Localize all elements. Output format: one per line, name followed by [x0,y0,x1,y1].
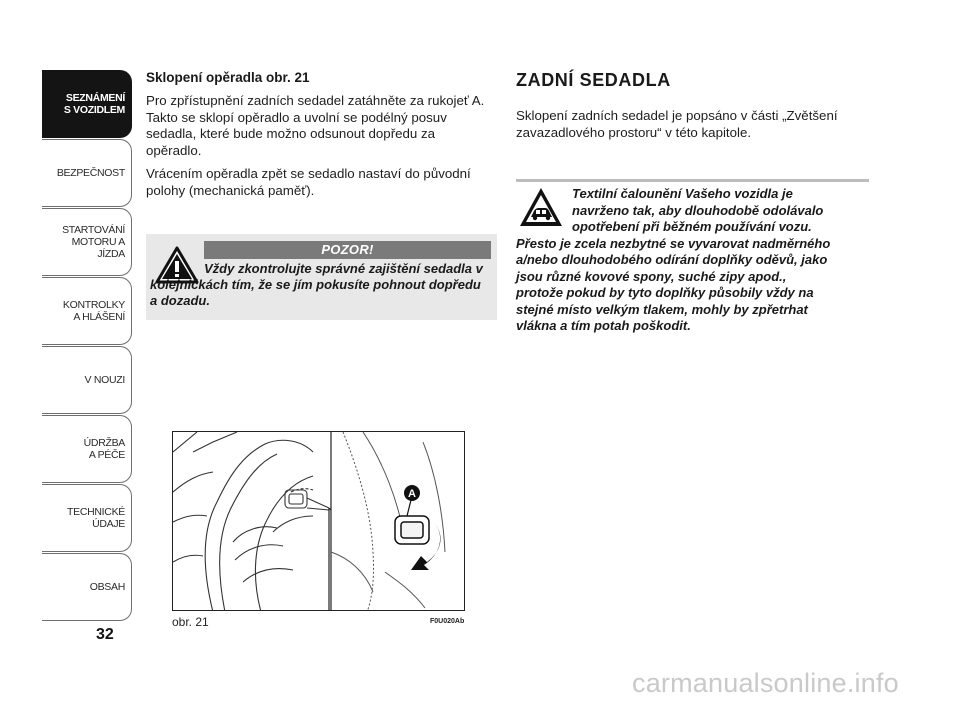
figure-code: F0U020Ab [430,618,465,625]
figure-seat-lever [172,431,465,611]
tab-obsah[interactable]: OBSAH [42,553,132,621]
warning-box [146,234,497,320]
tab-v-nouzi[interactable]: V NOUZI [42,346,132,414]
seat-illustration [173,432,465,611]
section-heading-backrest: Sklopení opěradla obr. 21 [146,70,310,85]
note-line: opotřebení při běžném používání vozu. [572,219,812,234]
page-number: 32 [96,626,114,643]
note-line: jsou různé kovové spony, suché zipy apod., [516,268,787,284]
note-line: vlákna a tím potah poškodit. [516,318,691,333]
section-heading-rear-seats: ZADNÍ SEDADLA [516,70,671,90]
watermark: carmanualsonline.info [632,668,899,698]
note-line: Textilní čalounění Vašeho vozidla je [572,186,793,201]
note-line: a/nebo dlouhodobého odírání doplňky oděvů, jako [516,252,828,267]
tab-udrzba[interactable]: ÚDRŽBA A PÉČE [42,415,132,483]
paragraph-backrest-fold: Pro zpřístupnění zadních sedadel zatáhněte za rukojeť A. Takto se sklopí opěradlo a uvolní se podélný posuv sedadla, které bude možno odsunout dopředu za opěradlo. [146,93,485,158]
tab-bezpecnost[interactable]: BEZPEČNOST [42,139,132,207]
note-divider [516,179,869,182]
tab-technicke[interactable]: TECHNICKÉ ÚDAJE [42,484,132,552]
note-line: Přesto je zcela nezbytné se vyvarovat nadměrného [516,235,831,251]
paragraph-rear-seats: Sklopení zadních sedadel je popsáno v části „Zvětšení zavazadlového prostoru“ v této kapitole. [516,108,838,140]
figure-caption: obr. 21 [172,615,209,629]
note-line: stejné místo velkým tlakem, mohly by zpřetrhat [516,301,808,317]
tab-startovani[interactable]: STARTOVÁNÍ MOTORU A JÍZDA [42,208,132,276]
tab-kontrolky[interactable]: KONTROLKY A HLÁŠENÍ [42,277,132,345]
note-line: protože pokud by tyto doplňky působily vždy na [516,285,814,300]
note-line: navrženo tak, aby dlouhodobě odolávalo [572,202,824,218]
upholstery-note [516,186,866,335]
warning-title: POZOR! [204,241,491,259]
tab-seznameni[interactable]: SEZNÁMENÍ S VOZIDLEM [42,70,132,138]
callout-a-label: A [408,488,416,500]
warning-text: Vždy zkontrolujte správné zajištění sedadla v kolejničkách tím, že se jím pokusíte pohnout dopředu a dozadu. [150,261,483,308]
paragraph-backrest-return: Vrácením opěradla zpět se sedadlo nastaví do původní polohy (mechanická paměť). [146,166,471,198]
